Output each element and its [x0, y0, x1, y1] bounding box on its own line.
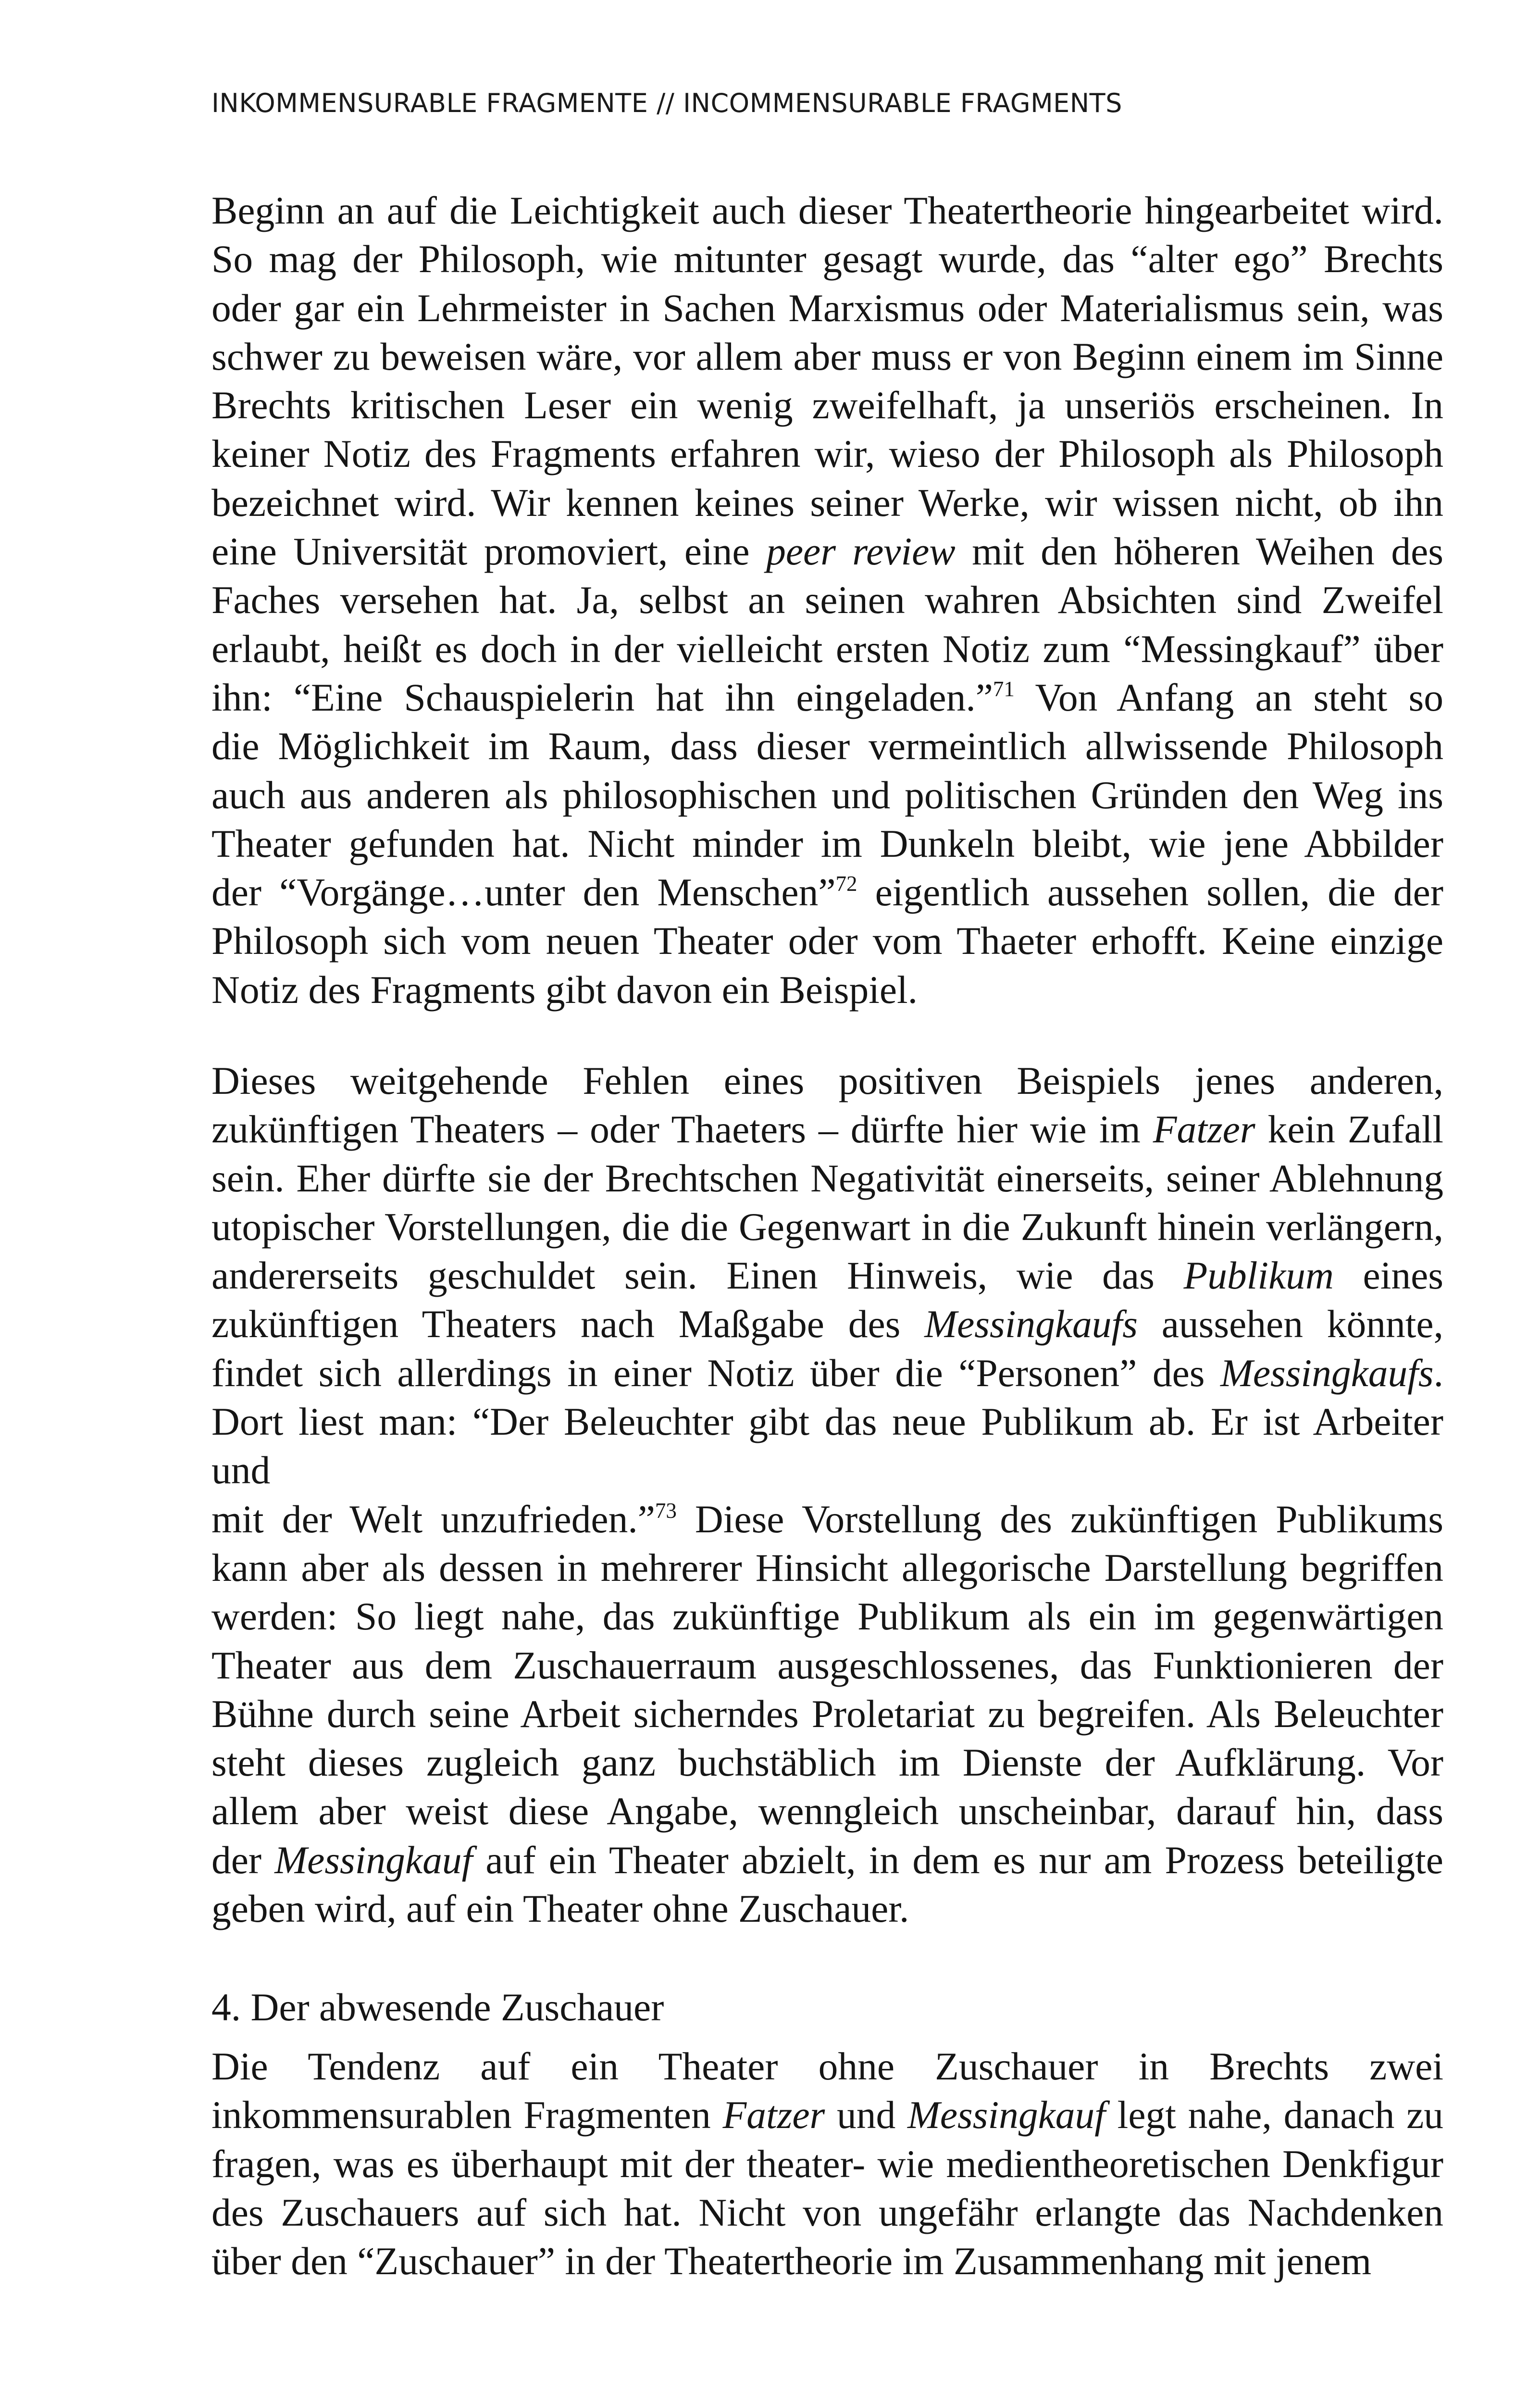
section-heading: [211, 1983, 1443, 2031]
italic-term: Messingkauf: [274, 1838, 473, 1882]
paragraph-1: [211, 186, 1443, 1014]
text-line: des Zuschauers auf sich hat. Nicht von ungefähr erlangte das Nachdenken: [211, 2190, 1443, 2234]
text-line: Philosoph sich vom neuen Theater oder vom Thaeter erhofft. Keine einzige: [211, 919, 1443, 963]
italic-term: Fatzer: [1153, 1107, 1255, 1152]
text-line: der Messingkauf auf ein Theater abzielt, in dem es nur am Prozess beteiligte: [211, 1838, 1443, 1882]
paragraph-3: [211, 2042, 1443, 2285]
italic-term: Fatzer: [722, 2093, 825, 2137]
text-line: inkommensurablen Fragmenten Fatzer und Messingkauf legt nahe, danach zu: [211, 2093, 1443, 2137]
text-line: zukünftigen Theaters nach Maßgabe des Messingkaufs aussehen könnte,: [211, 1302, 1443, 1346]
text-line: über den “Zuschauer” in der Theatertheorie im Zusammenhang mit jenem: [211, 2239, 1372, 2283]
footnote-marker: 72: [835, 872, 857, 896]
text-line: Bühne durch seine Arbeit sicherndes Proletariat zu begreifen. Als Beleuchter: [211, 1691, 1443, 1736]
text-line: Notiz des Fragments gibt davon ein Beispiel.: [211, 967, 918, 1012]
text-line: bezeichnet wird. Wir kennen keines seiner Werke, wir wissen nicht, ob ihn: [211, 480, 1443, 525]
paragraph-2: [211, 1056, 1443, 1933]
text-line: werden: So liegt nahe, das zukünftige Publikum als ein im gegenwärtigen: [211, 1594, 1443, 1639]
text-line: andererseits geschuldet sein. Einen Hinweis, wie das Publikum eines: [211, 1253, 1443, 1298]
text-line: utopischer Vorstellungen, die die Gegenwart in die Zukunft hinein verlängern,: [211, 1204, 1443, 1249]
text-line: Brechts kritischen Leser ein wenig zweifelhaft, ja unseriös erscheinen. In: [211, 383, 1443, 427]
text-line: sein. Eher dürfte sie der Brechtschen Negativität einerseits, seiner Ablehnung: [211, 1156, 1443, 1200]
text-line: die Möglichkeit im Raum, dass dieser vermeintlich allwissende Philosoph: [211, 724, 1443, 768]
italic-term: Messingkauf: [907, 2093, 1105, 2137]
text-line: schwer zu beweisen wäre, vor allem aber muss er von Beginn einem im Sinne: [211, 334, 1443, 378]
text-line: eine Universität promoviert, eine peer review mit den höheren Weihen des: [211, 529, 1444, 574]
text-line: geben wird, auf ein Theater ohne Zuschauer.: [211, 1887, 909, 1931]
italic-term: Messingkaufs: [924, 1302, 1138, 1346]
text-line: mit der Welt unzufrieden.”$^{73}$ Diese Vorstellung des zukünftigen Publikums: [211, 1497, 1443, 1541]
text-line: erlaubt, heißt es doch in der vielleicht ersten Notiz zum “Messingkauf” über: [211, 626, 1443, 671]
text-line: der “Vorgänge…unter den Menschen”$^{72}$ eigentlich aussehen sollen, die der: [211, 870, 1443, 914]
running-header: INKOMMENSURABLE FRAGMENTE // INCOMMENSURABLE FRAGMENTS: [211, 88, 1122, 118]
footnote-marker: 73: [655, 1498, 677, 1523]
italic-term: peer review: [766, 529, 956, 574]
text-line: Faches versehen hat. Ja, selbst an seinen wahren Absichten sind Zweifel: [211, 578, 1443, 622]
text-line: Theater gefunden hat. Nicht minder im Dunkeln bleibt, wie jene Abbilder: [211, 821, 1443, 865]
section-heading-text: 4. Der abwesende Zuschauer: [211, 1985, 664, 2029]
italic-term: Messingkaufs: [1220, 1351, 1434, 1395]
text-line: kann aber als dessen in mehrerer Hinsicht allegorische Darstellung begriffen: [211, 1545, 1443, 1590]
text-line: Dieses weitgehende Fehlen eines positiven Beispiels jenes anderen,: [211, 1059, 1443, 1102]
text-line: Beginn an auf die Leichtigkeit auch dieser Theatertheorie hingearbeitet wird.: [211, 188, 1443, 232]
text-line: Dort liest man: “Der Beleuchter gibt das neue Publikum ab. Er ist Arbeiter und: [211, 1400, 1443, 1492]
text-line: fragen, was es überhaupt mit der theater- wie medientheoretischen Denkfigur: [211, 2141, 1443, 2186]
text-line: Theater aus dem Zuschauerraum ausgeschlossenes, das Funktionieren der: [211, 1643, 1443, 1687]
text-line: auch aus anderen als philosophischen und politischen Gründen den Weg ins: [211, 773, 1443, 817]
text-line: oder gar ein Lehrmeister in Sachen Marxismus oder Materialismus sein, was: [211, 286, 1443, 330]
text-line: zukünftigen Theaters – oder Thaeters – dürfte hier wie im Fatzer kein Zufall: [211, 1107, 1444, 1152]
text-line: So mag der Philosoph, wie mitunter gesagt wurde, das “alter ego” Brechts: [211, 237, 1443, 281]
text-line: ihn: “Eine Schauspielerin hat ihn eingeladen.”$^{71}$ Von Anfang an steht so: [211, 675, 1444, 719]
footnote-marker: 71: [993, 676, 1015, 701]
text-line: keiner Notiz des Fragments erfahren wir, wieso der Philosoph als Philosoph: [211, 432, 1443, 476]
text-line: Die Tendenz auf ein Theater ohne Zuschauer in Brechts zwei: [211, 2044, 1443, 2088]
italic-term: Publikum: [1183, 1253, 1334, 1298]
text-line: findet sich allerdings in einer Notiz über die “Personen” des Messingkaufs.: [211, 1351, 1443, 1395]
text-line: allem aber weist diese Angabe, wenngleich unscheinbar, darauf hin, dass: [211, 1789, 1443, 1833]
text-line: steht dieses zugleich ganz buchstäblich im Dienste der Aufklärung. Vor: [211, 1740, 1443, 1785]
